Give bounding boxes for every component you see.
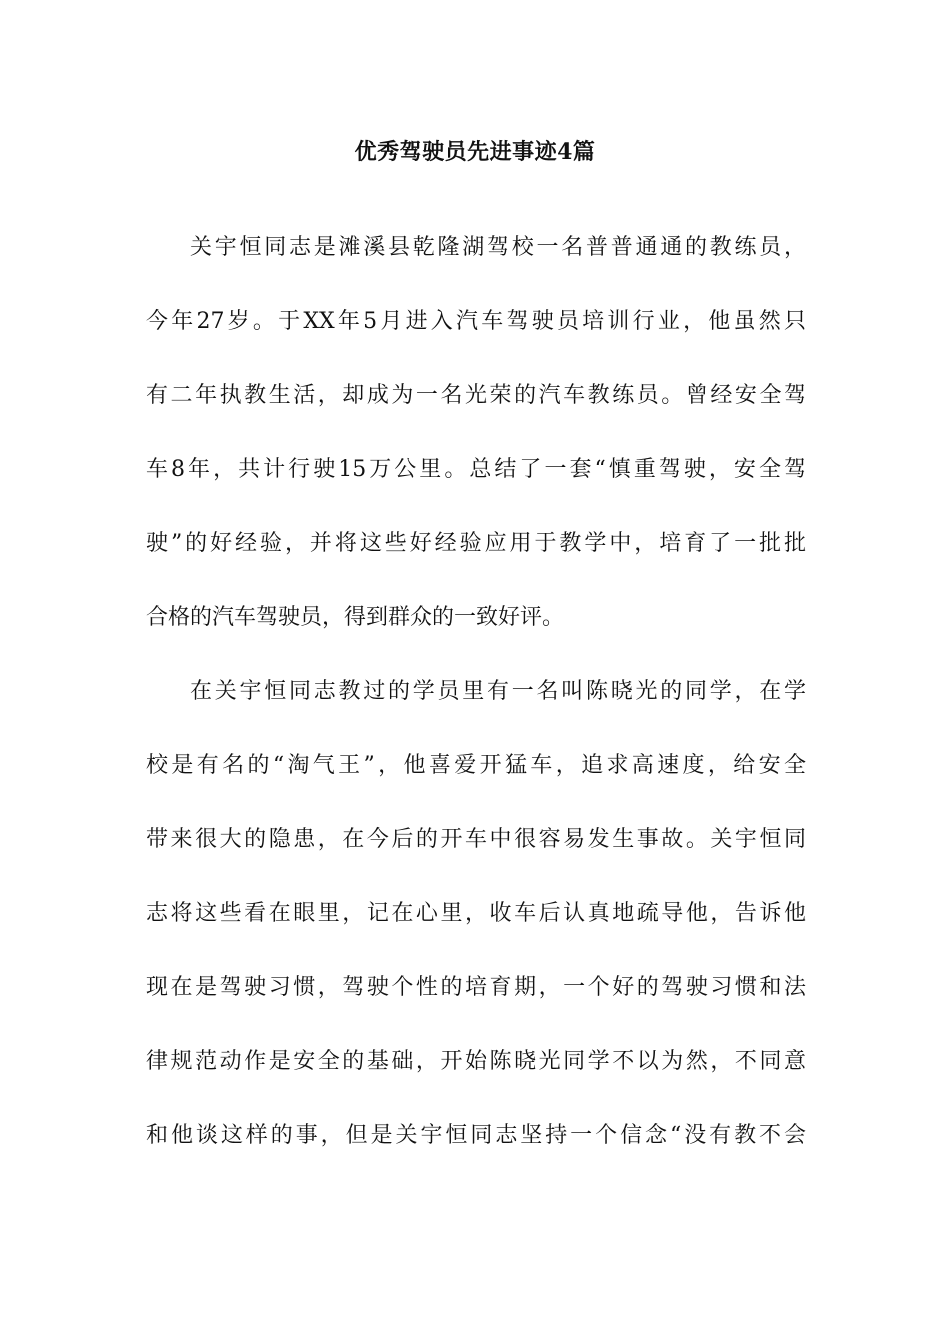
- paragraph-line: 驶”的好经验，并将这些好经验应用于教学中，培育了一批批: [146, 531, 806, 556]
- paragraph-line: 关宇恒同志是滩溪县乾隆湖驾校一名普普通通的教练员，: [190, 235, 806, 260]
- paragraph-line: 在关宇恒同志教过的学员里有一名叫陈晓光的同学，在学: [190, 679, 806, 704]
- paragraph-line: 有二年执教生活，却成为一名光荣的汽车教练员。曾经安全驾: [146, 383, 806, 408]
- paragraph-line: 合格的汽车驾驶员，得到群众的一致好评。: [146, 605, 565, 630]
- paragraph-line: 和他谈这样的事，但是关宇恒同志坚持一个信念“没有教不会: [146, 1123, 806, 1148]
- paragraph-line: 志将这些看在眼里，记在心里，收车后认真地疏导他，告诉他: [146, 901, 806, 926]
- paragraph-line: 校是有名的“淘气王”，他喜爱开猛车，追求高速度，给安全: [146, 753, 806, 778]
- paragraph-line: 带来很大的隐患，在今后的开车中很容易发生事故。关宇恒同: [146, 827, 806, 852]
- document-title: 优秀驾驶员先进事迹4篇: [354, 139, 596, 165]
- paragraph-line: 车8年，共计行驶15万公里。总结了一套“慎重驾驶，安全驾: [146, 457, 806, 482]
- paragraph-line: 今年27岁。于XX年5月进入汽车驾驶员培训行业，他虽然只: [146, 309, 806, 334]
- paragraph-line: 现在是驾驶习惯，驾驶个性的培育期，一个好的驾驶习惯和法: [146, 975, 806, 1000]
- paragraph-line: 律规范动作是安全的基础，开始陈晓光同学不以为然，不同意: [146, 1049, 806, 1074]
